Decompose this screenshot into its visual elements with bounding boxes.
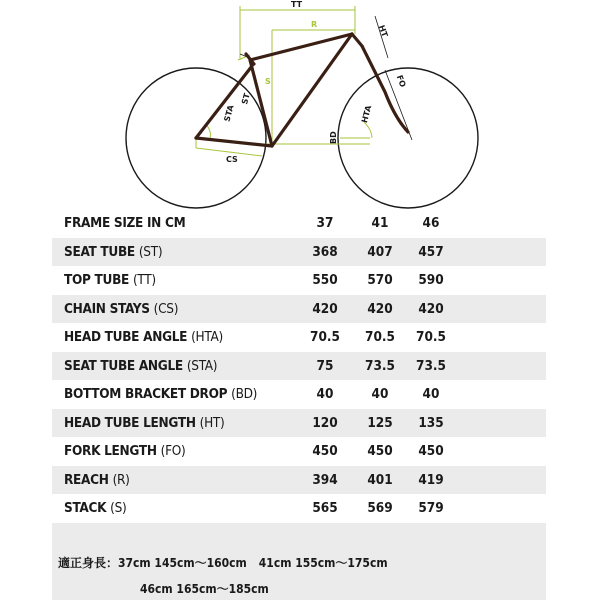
cell-value: 73.5 [365, 357, 395, 374]
row-label: HEAD TUBE ANGLE (HTA) [64, 329, 223, 346]
size-guide-line-1: 適正身長：37cm 145cm〜160cm 41cm 155cm〜175cm [58, 556, 388, 570]
dimension-lines [196, 6, 372, 156]
size-guide [52, 544, 546, 600]
label-fo: FO [394, 73, 408, 89]
cell-value: 457 [418, 243, 444, 260]
row-label: FORK LENGTH (FO) [64, 443, 186, 460]
table-row [52, 466, 546, 495]
cell-value: 135 [418, 414, 444, 431]
cell-value: 120 [312, 414, 338, 431]
size-header: 37 [316, 215, 334, 232]
cell-value: 125 [367, 414, 393, 431]
table-row [52, 295, 546, 324]
table-row [52, 323, 546, 352]
cell-value: 70.5 [310, 329, 340, 346]
table-header-row [52, 209, 546, 238]
table-row [52, 352, 546, 381]
label-r: R [311, 20, 318, 29]
label-st: ST [240, 92, 252, 106]
cell-value: 401 [367, 471, 393, 488]
row-label: BOTTOM BRACKET DROP (BD) [64, 386, 258, 403]
cell-value: 550 [312, 272, 338, 289]
cell-value: 40 [316, 386, 334, 403]
cell-value: 420 [418, 300, 444, 317]
geometry-diagram [0, 0, 600, 210]
cell-value: 450 [367, 443, 393, 460]
label-ht: HT [376, 23, 390, 39]
cell-value: 420 [367, 300, 393, 317]
geometry-table [52, 209, 546, 551]
cell-value: 40 [422, 386, 440, 403]
cell-value: 368 [312, 243, 338, 260]
cell-value: 579 [418, 500, 444, 517]
row-label: REACH (R) [64, 471, 130, 488]
label-sta: STA [222, 104, 236, 123]
cell-value: 565 [312, 500, 338, 517]
label-s: S [265, 77, 271, 86]
row-label: CHAIN STAYS (CS) [64, 300, 179, 317]
size-header: 41 [371, 215, 389, 232]
cell-value: 450 [312, 443, 338, 460]
cell-value: 73.5 [416, 357, 446, 374]
size-guide-line-2: 46cm 165cm〜185cm [140, 582, 269, 596]
label-hta: HTA [359, 104, 374, 124]
table-row [52, 409, 546, 438]
label-bd: BD [329, 131, 338, 144]
row-label: SEAT TUBE (ST) [64, 243, 163, 260]
cell-value: 570 [367, 272, 393, 289]
size-header: 46 [422, 215, 440, 232]
table-row [52, 437, 546, 466]
cell-value: 75 [316, 357, 334, 374]
table-row [52, 494, 546, 523]
cell-value: 40 [371, 386, 389, 403]
cell-value: 569 [367, 500, 393, 517]
row-label: SEAT TUBE ANGLE (STA) [64, 357, 218, 374]
row-label: TOP TUBE (TT) [64, 272, 156, 289]
cell-value: 590 [418, 272, 444, 289]
table-row [52, 238, 546, 267]
header-label: FRAME SIZE IN CM [64, 215, 186, 232]
row-label: HEAD TUBE LENGTH (HT) [64, 414, 225, 431]
cell-value: 407 [367, 243, 393, 260]
table-row [52, 380, 546, 409]
cell-value: 419 [418, 471, 444, 488]
cell-value: 420 [312, 300, 338, 317]
cell-value: 394 [312, 471, 338, 488]
label-tt: TT [291, 0, 303, 9]
cell-value: 450 [418, 443, 444, 460]
bike-frame [196, 34, 408, 146]
label-cs: CS [226, 155, 238, 164]
row-label: STACK (S) [64, 500, 127, 517]
table-row [52, 266, 546, 295]
cell-value: 70.5 [416, 329, 446, 346]
cell-value: 70.5 [365, 329, 395, 346]
